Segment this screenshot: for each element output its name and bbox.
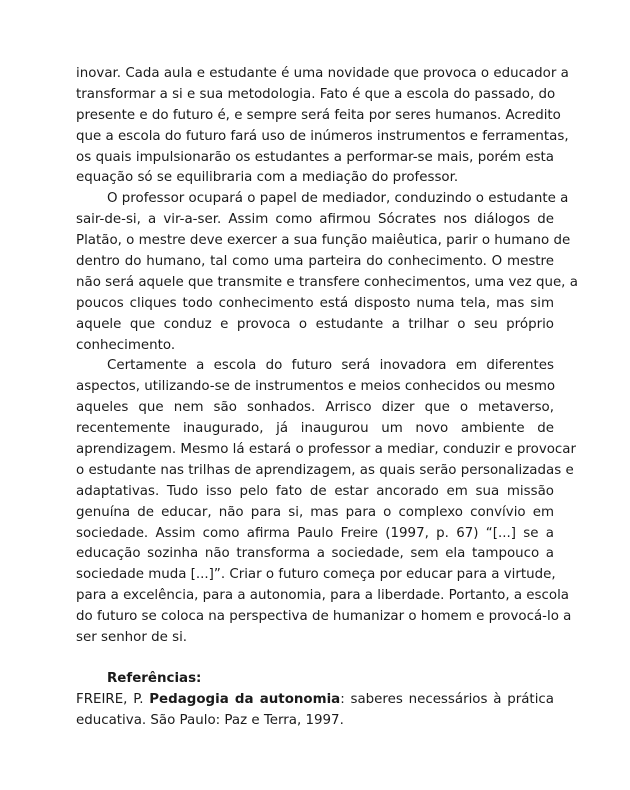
paragraph-line: sociedade. Assim como afirma Paulo Freire (1997, p. 67) “[...] se a [76,525,554,541]
paragraph-line: recentemente inaugurado, já inaugurou um novo ambiente de [76,421,554,437]
paragraph-line: Platão, o mestre deve exercer a sua função maiêutica, parir o humano de [76,233,571,249]
paragraph-line: conhecimento. [76,337,176,353]
reference-author: FREIRE, P. [76,691,144,707]
paragraph-line: genuína de educar, não para si, mas para o complexo convívio em [76,504,554,520]
paragraph-line: presente e do futuro é, e sempre será feita por seres humanos. Acredito [76,107,561,123]
paragraph-line: aquele que conduz e provoca o estudante a trilhar o seu próprio [76,316,554,332]
reference-subtitle: : saberes necessários à prática [340,691,554,707]
paragraph-line: aqueles que nem são sonhados. Arrisco dizer que o metaverso, [76,400,554,416]
section-spacer [76,649,554,669]
paragraph-line: o estudante nas trilhas de aprendizagem, as quais serão personalizadas e [76,462,574,478]
references-section [76,669,554,732]
paragraph-line: aspectos, utilizando-se de instrumentos e meios conhecidos ou mesmo [76,379,556,395]
reference-title: Pedagogia da autonomia [149,691,341,707]
reference-entry-line-1 [76,690,554,711]
paragraph-line: dentro do humano, tal como uma parteira do conhecimento. O mestre [76,254,554,270]
paragraph-line: do futuro se coloca na perspectiva de humanizar o homem e provocá-lo a [76,609,572,625]
paragraph-line: inovar. Cada aula e estudante é uma novidade que provoca o educador a [76,66,569,81]
paragraph-line: aprendizagem. Mesmo lá estará o professor a mediar, conduzir e provocar [76,442,577,458]
paragraph-line: equação só se equilibraria com a mediação do professor. [76,170,459,186]
reference-entry-line-2: educativa. São Paulo: Paz e Terra, 1997. [76,712,344,728]
paragraph-line: O professor ocupará o papel de mediador, conduzindo o estudante a [107,191,569,207]
paragraph-line: Certamente a escola do futuro será inovadora em diferentes [107,358,554,374]
paragraph-line: os quais impulsionarão os estudantes a performar-se mais, porém esta [76,149,554,165]
paragraph-line: transformar a si e sua metodologia. Fato é que a escola do passado, do [76,86,556,102]
paragraph-line: não será aquele que transmite e transfere conhecimentos, uma vez que, a [76,274,578,290]
paragraph-3 [76,356,577,648]
paragraph-line: adaptativas. Tudo isso pelo fato de estar ancorado em sua missão [76,483,554,499]
paragraph-line: poucos cliques todo conhecimento está disposto numa tela, mas sim [76,295,554,311]
paragraph-line: sociedade muda [...]”. Criar o futuro começa por educar para a virtude, [76,567,556,583]
paragraph-2 [76,189,578,356]
paragraph-line: que a escola do futuro fará uso de inúmeros instrumentos e ferramentas, [76,128,569,144]
paragraph-1 [76,64,569,189]
references-heading: Referências: [107,670,202,686]
paragraph-line: ser senhor de si. [76,630,188,646]
paragraph-line: sair-de-si, a vir-a-ser. Assim como afirmou Sócrates nos diálogos de [76,212,554,228]
paragraph-line: educação sozinha não transforma a sociedade, sem ela tampouco a [76,546,554,562]
document-page [76,64,578,732]
paragraph-line: para a excelência, para a autonomia, para a liberdade. Portanto, a escola [76,588,570,604]
